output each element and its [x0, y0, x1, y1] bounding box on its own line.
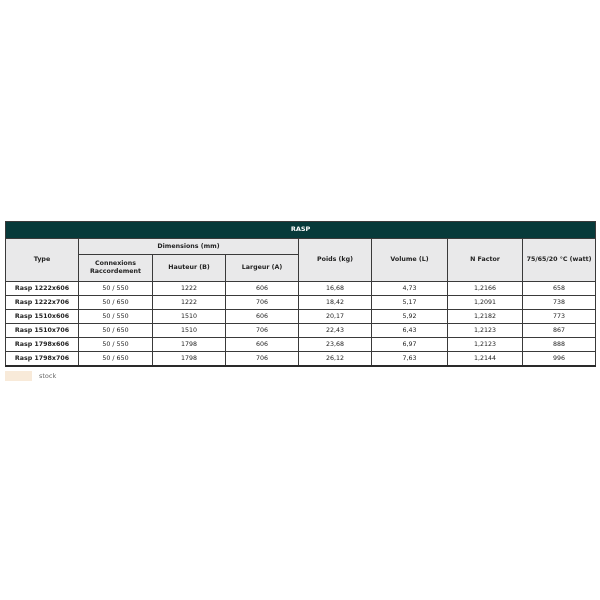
- stock-swatch: [5, 371, 32, 381]
- cell-volume: 6,43: [372, 324, 448, 338]
- spec-table-container: [5, 221, 595, 367]
- cell-type: Rasp 1510x706: [6, 324, 79, 338]
- cell-type: Rasp 1510x606: [6, 310, 79, 324]
- cell-width: 706: [226, 324, 299, 338]
- cell-type: Rasp 1798x706: [6, 352, 79, 367]
- header-height: Hauteur (B): [153, 255, 226, 282]
- cell-width: 706: [226, 296, 299, 310]
- cell-type: Rasp 1222x706: [6, 296, 79, 310]
- cell-weight: 20,17: [299, 310, 372, 324]
- cell-n-factor: 1,2166: [448, 282, 523, 296]
- cell-height: 1798: [153, 338, 226, 352]
- cell-height: 1798: [153, 352, 226, 367]
- cell-weight: 16,68: [299, 282, 372, 296]
- spec-table: [5, 221, 596, 367]
- cell-volume: 5,17: [372, 296, 448, 310]
- cell-width: 706: [226, 352, 299, 367]
- cell-n-factor: 1,2182: [448, 310, 523, 324]
- header-output: 75/65/20 °C (watt): [523, 239, 596, 282]
- cell-connections: 50 / 550: [79, 338, 153, 352]
- cell-weight: 26,12: [299, 352, 372, 367]
- table-row: [6, 296, 596, 310]
- cell-volume: 7,63: [372, 352, 448, 367]
- cell-connections: 50 / 550: [79, 310, 153, 324]
- header-weight: Poids (kg): [299, 239, 372, 282]
- cell-width: 606: [226, 338, 299, 352]
- cell-height: 1222: [153, 282, 226, 296]
- cell-output: 658: [523, 282, 596, 296]
- cell-height: 1510: [153, 324, 226, 338]
- cell-output: 773: [523, 310, 596, 324]
- cell-output: 738: [523, 296, 596, 310]
- cell-width: 606: [226, 282, 299, 296]
- stock-legend-label: stock: [39, 372, 57, 380]
- cell-connections: 50 / 650: [79, 324, 153, 338]
- stock-legend: [5, 371, 56, 381]
- cell-output: 888: [523, 338, 596, 352]
- cell-weight: 22,43: [299, 324, 372, 338]
- cell-connections: 50 / 650: [79, 296, 153, 310]
- cell-volume: 6,97: [372, 338, 448, 352]
- table-row: [6, 352, 596, 367]
- header-volume: Volume (L): [372, 239, 448, 282]
- cell-n-factor: 1,2091: [448, 296, 523, 310]
- cell-weight: 18,42: [299, 296, 372, 310]
- table-row: [6, 324, 596, 338]
- header-width: Largeur (A): [226, 255, 299, 282]
- cell-width: 606: [226, 310, 299, 324]
- cell-volume: 4,73: [372, 282, 448, 296]
- cell-height: 1510: [153, 310, 226, 324]
- cell-volume: 5,92: [372, 310, 448, 324]
- header-type: Type: [6, 239, 79, 282]
- cell-connections: 50 / 550: [79, 282, 153, 296]
- cell-n-factor: 1,2144: [448, 352, 523, 367]
- header-n-factor: N Factor: [448, 239, 523, 282]
- cell-height: 1222: [153, 296, 226, 310]
- cell-output: 867: [523, 324, 596, 338]
- cell-n-factor: 1,2123: [448, 324, 523, 338]
- table-row: [6, 338, 596, 352]
- header-connections: Connexions Raccordement: [79, 255, 153, 282]
- cell-output: 996: [523, 352, 596, 367]
- table-row: [6, 282, 596, 296]
- table-row: [6, 310, 596, 324]
- cell-type: Rasp 1798x606: [6, 338, 79, 352]
- cell-weight: 23,68: [299, 338, 372, 352]
- cell-n-factor: 1,2123: [448, 338, 523, 352]
- header-dimensions-group: Dimensions (mm): [79, 239, 299, 255]
- cell-connections: 50 / 650: [79, 352, 153, 367]
- table-title: RASP: [6, 222, 596, 239]
- cell-type: Rasp 1222x606: [6, 282, 79, 296]
